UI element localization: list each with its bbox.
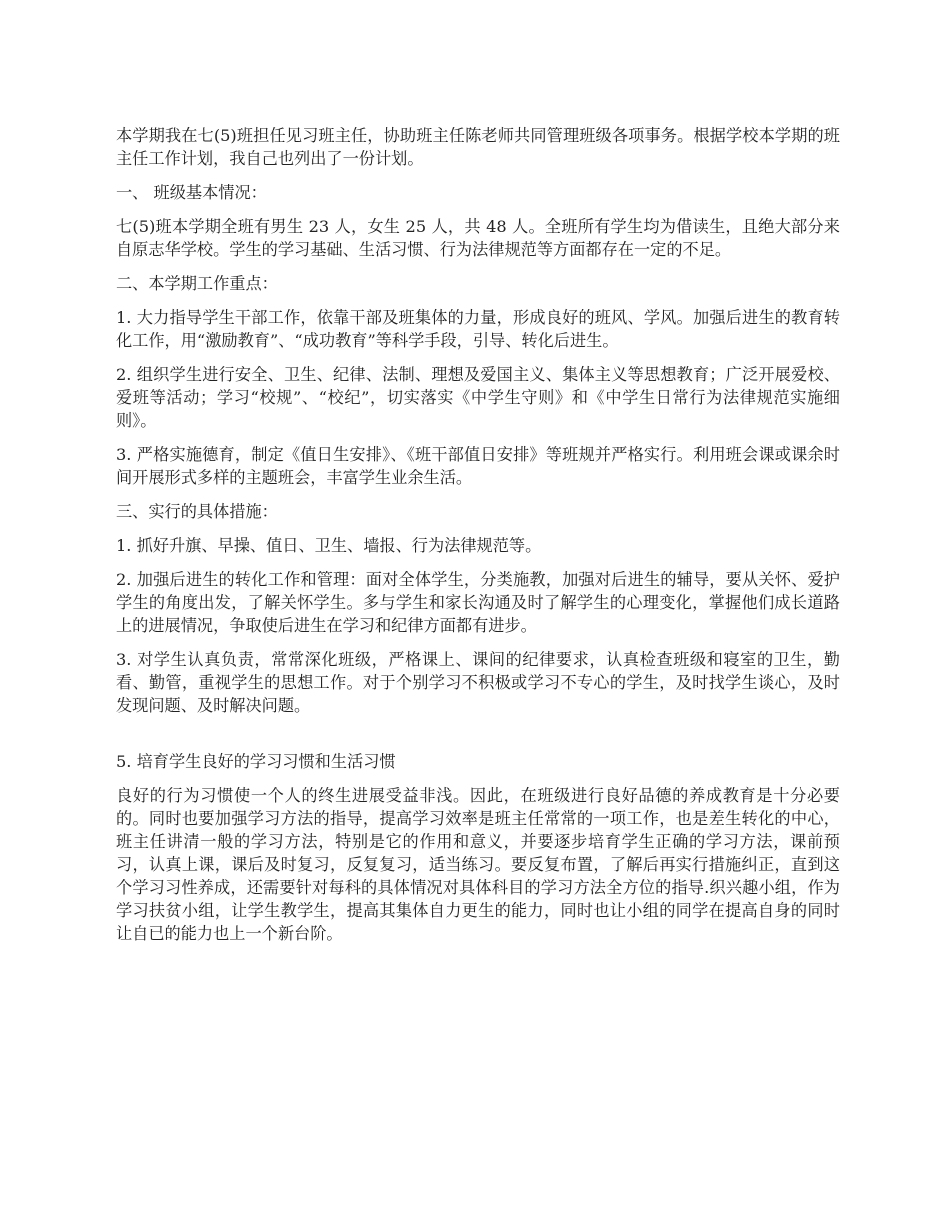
section-heading-work-focus: 二、本学期工作重点： xyxy=(116,274,278,293)
measure-item-2: 2. 加强后进生的转化工作和管理：面对全体学生，分类施教，加强对后进生的辅导，要从关怀、爱护学生的角度出发，了解关怀学生。多与学生和家长沟通及时了解学生的心理变化，掌握他们成长道路上的进展情况，争取使后进生在学习和纪律方面都有进步。 xyxy=(116,570,840,635)
section-heading-habits: 5. 培育学生良好的学习习惯和生活习惯 xyxy=(116,752,396,771)
class-situation-paragraph: 七(5)班本学期全班有男生 23 人，女生 25 人，共 48 人。全班所有学生均为借读生，且绝大部分来自原志华学校。学生的学习基础、生活习惯、行为法律规范等方面都存在一定的不足。 xyxy=(116,217,840,259)
measure-item-3: 3. 对学生认真负责，常常深化班级，严格课上、课间的纪律要求，认真检查班级和寝室的卫生，勤看、勤管，重视学生的思想工作。对于个别学习不积极或学习不专心的学生，及时找学生谈心，及时发现问题、及时解决问题。 xyxy=(116,650,840,715)
intro-paragraph: 本学期我在七(5)班担任见习班主任，协助班主任陈老师共同管理班级各项事务。根据学校本学期的班主任工作计划，我自己也列出了一份计划。 xyxy=(116,126,840,168)
work-focus-item-3: 3. 严格实施德育，制定《值日生安排》、《班干部值日安排》等班规并严格实行。利用班会课或课余时间开展形式多样的主题班会，丰富学生业余生活。 xyxy=(116,445,840,487)
section-heading-class-situation: 一、 班级基本情况： xyxy=(116,183,267,202)
work-focus-item-2: 2. 组织学生进行安全、卫生、纪律、法制、理想及爱国主义、集体主义等思想教育；广泛开展爱校、爱班等活动；学习“校规”、“校纪”，切实落实《中学生守则》和《中学生日常行为法律规范实施细则》。 xyxy=(116,365,840,430)
work-focus-item-1: 1. 大力指导学生干部工作，依靠干部及班集体的力量，形成良好的班风、学风。加强后进生的教育转化工作，用“激励教育”、“成功教育”等科学手段，引导、转化后进生。 xyxy=(116,308,840,350)
document-body xyxy=(116,124,840,956)
habits-paragraph: 良好的行为习惯使一个人的终生进展受益非浅。因此，在班级进行良好品德的养成教育是十分必要的。同时也要加强学习方法的指导，提高学习效率是班主任常常的一项工作，也是差生转化的中心，班主任讲清一般的学习方法，特别是它的作用和意义，并要逐步培育学生正确的学习方法，课前预习，认真上课，课后及时复习，反复复习，适当练习。要反复布置，了解后再实行措施纠正，直到这个学习习性养成，还需要针对每科的具体情况对具体科目的学习方法全方位的指导.织兴趣小组，作为学习扶贫小组，让学生教学生，提高其集体自力更生的能力，同时也让小组的同学在提高自身的同时让自已的能力也上一个新台阶。 xyxy=(116,786,840,943)
measure-item-1: 1. 抓好升旗、早操、值日、卫生、墙报、行为法律规范等。 xyxy=(116,536,542,555)
section-heading-measures: 三、实行的具体措施： xyxy=(116,502,278,521)
